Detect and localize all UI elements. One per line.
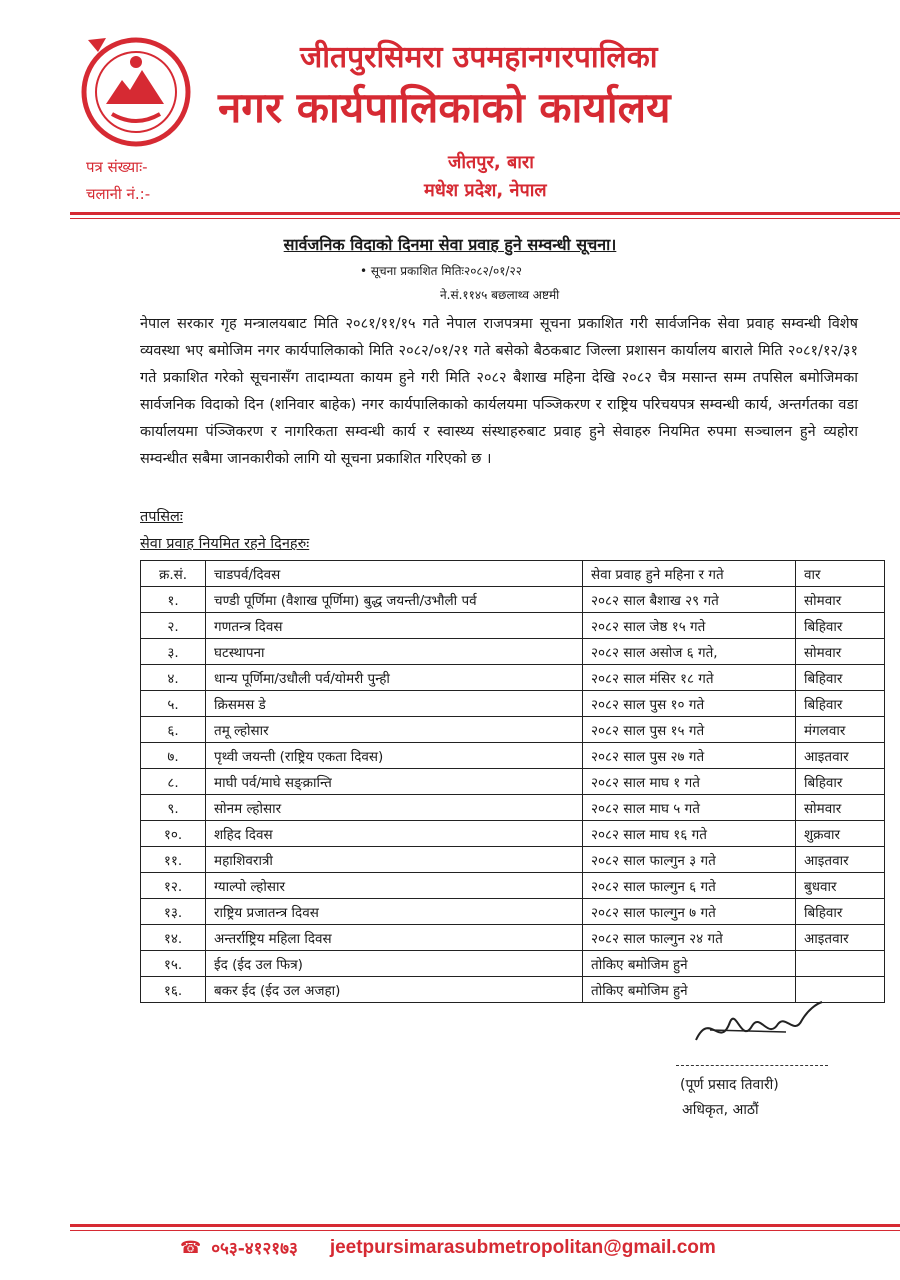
cell-festival: घटस्थापना xyxy=(206,639,583,665)
cell-day: बुधवार xyxy=(796,873,885,899)
table-row xyxy=(141,639,885,665)
holiday-table xyxy=(140,560,885,1003)
cell-day: सोमवार xyxy=(796,795,885,821)
cell-serial: ८. xyxy=(141,769,206,795)
cell-festival: ईद (ईद उल फित्र) xyxy=(206,951,583,977)
municipality-logo xyxy=(78,32,194,150)
phone-number: ०५३-४१२१७३ xyxy=(211,1239,298,1259)
published-date: • सूचना प्रकाशित मितिः२०८२/०१/२२ xyxy=(360,264,522,278)
cell-day: बिहिवार xyxy=(796,665,885,691)
cell-day: आइतवार xyxy=(796,743,885,769)
location-line-1: जीतपुर, बारा xyxy=(448,152,534,173)
cell-day: बिहिवार xyxy=(796,769,885,795)
notice-title: सार्वजनिक विदाको दिनमा सेवा प्रवाह हुने सम्वन्धी सूचना। xyxy=(283,235,617,254)
cell-day xyxy=(796,951,885,977)
cell-date: २०८२ साल फाल्गुन २४ गते xyxy=(583,925,796,951)
cell-date: २०८२ साल बैशाख २९ गते xyxy=(583,587,796,613)
signatory-name: (पूर्ण प्रसाद तिवारी) xyxy=(680,1077,779,1093)
cell-serial: ७. xyxy=(141,743,206,769)
cell-festival: तमू ल्होसार xyxy=(206,717,583,743)
cell-day: बिहिवार xyxy=(796,899,885,925)
table-row xyxy=(141,717,885,743)
cell-festival: शहिद दिवस xyxy=(206,821,583,847)
cell-date: तोकिए बमोजिम हुने xyxy=(583,951,796,977)
cell-day: सोमवार xyxy=(796,639,885,665)
cell-date: तोकिए बमोजिम हुने xyxy=(583,977,796,1003)
cell-day xyxy=(796,977,885,1003)
cell-day: मंगलवार xyxy=(796,717,885,743)
cell-festival: ग्याल्पो ल्होसार xyxy=(206,873,583,899)
table-row xyxy=(141,743,885,769)
table-row xyxy=(141,873,885,899)
cell-festival: पृथ्वी जयन्ती (राष्ट्रिय एकता दिवस) xyxy=(206,743,583,769)
signature-mark xyxy=(690,1000,830,1055)
col-day-header: वार xyxy=(796,561,885,587)
signatory-designation: अधिकृत, आठौं xyxy=(682,1102,759,1118)
cell-day: आइतवार xyxy=(796,925,885,951)
cell-festival: महाशिवरात्री xyxy=(206,847,583,873)
email-address: jeetpursimarasubmetropolitan@gmail.com xyxy=(329,1236,716,1258)
cell-festival: माघी पर्व/माघे सङ्क्रान्ति xyxy=(206,769,583,795)
table-row xyxy=(141,951,885,977)
col-serial-header: क्र.सं. xyxy=(141,561,206,587)
cell-date: २०८२ साल असोज ६ गते, xyxy=(583,639,796,665)
nepal-sambat-date: ने.सं.११४५ बछलाथ्व अष्टमी xyxy=(440,288,560,302)
table-row xyxy=(141,691,885,717)
table-row xyxy=(141,977,885,1003)
municipality-name: जीतपुरसिमरा उपमहानगरपालिका xyxy=(300,40,658,75)
table-row xyxy=(141,769,885,795)
cell-date: २०८२ साल माघ १ गते xyxy=(583,769,796,795)
cell-festival: क्रिसमस डे xyxy=(206,691,583,717)
cell-serial: १४. xyxy=(141,925,206,951)
dispatch-number-label: चलानी नं.:- xyxy=(86,185,151,203)
cell-day: शुक्रवार xyxy=(796,821,885,847)
table-row xyxy=(141,925,885,951)
cell-serial: ५. xyxy=(141,691,206,717)
cell-serial: २. xyxy=(141,613,206,639)
table-header-row xyxy=(141,561,885,587)
notice-body: नेपाल सरकार गृह मन्त्रालयबाट मिति २०८१/११/१५ गते नेपाल राजपत्रमा सूचना प्रकाशित गरी सार्वजनिक सेवा प्रवाह सम्वन्धी विशेष व्यवस्था भए बमोजिम नगर कार्यपालिकाको मिति २०८२/०१/२१ गते बसेको बैठकबाट जिल्ला प्रशासन कार्यालय बाराले मिति २०८१/१२/३१ गते प्रकाशित गरेको सूचनासँग तादाम्यता कायम हुने गरी मिति २०८२ बैशाख महिना देखि २०८२ चैत्र मसान्त सम्म तपसिल बमोजिमका सार्वजनिक विदाको दिन (शनिवार बाहेक) नगर कार्यपालिकाको कार्यलयमा पञ्जिकरण र राष्ट्रिय परिचयपत्र सम्वन्धी कार्य, अन्तर्गतका वडा कार्यालयमा पंञ्जिकरण र नागरिकता सम्वन्धी कार्य र स्वास्थ्य संस्थाहरुबाट प्रवाह हुने सेवाहरु नियमित रुपमा सञ्चालन हुने व्यहोरा सम्वन्धीत सबैमा जानकारीको लागि यो सूचना प्रकाशित गरिएको छ । xyxy=(140,316,858,467)
cell-date: २०८२ साल पुस १५ गते xyxy=(583,717,796,743)
cell-day: बिहिवार xyxy=(796,691,885,717)
footer-contact xyxy=(180,1236,716,1259)
cell-serial: १५. xyxy=(141,951,206,977)
cell-date: २०८२ साल फाल्गुन ७ गते xyxy=(583,899,796,925)
table-row xyxy=(141,795,885,821)
cell-festival: राष्ट्रिय प्रजातन्त्र दिवस xyxy=(206,899,583,925)
cell-serial: ११. xyxy=(141,847,206,873)
header-divider xyxy=(70,212,900,215)
cell-date: २०८२ साल फाल्गुन ६ गते xyxy=(583,873,796,899)
table-row xyxy=(141,821,885,847)
cell-date: २०८२ साल फाल्गुन ३ गते xyxy=(583,847,796,873)
cell-date: २०८२ साल पुस २७ गते xyxy=(583,743,796,769)
footer-divider xyxy=(70,1224,900,1227)
details-label: तपसिलः xyxy=(140,509,183,525)
table-row xyxy=(141,613,885,639)
table-row xyxy=(141,665,885,691)
letter-number-label: पत्र संख्याः- xyxy=(86,158,148,176)
location-line-2: मधेश प्रदेश, नेपाल xyxy=(424,180,547,201)
cell-serial: ३. xyxy=(141,639,206,665)
header-divider-thin xyxy=(70,218,900,219)
cell-date: २०८२ साल जेष्ठ १५ गते xyxy=(583,613,796,639)
table-row xyxy=(141,847,885,873)
cell-day: सोमवार xyxy=(796,587,885,613)
col-festival-header: चाडपर्व/दिवस xyxy=(206,561,583,587)
cell-day: बिहिवार xyxy=(796,613,885,639)
cell-date: २०८२ साल मंसिर १८ गते xyxy=(583,665,796,691)
cell-date: २०८२ साल पुस १० गते xyxy=(583,691,796,717)
office-name: नगर कार्यपालिकाको कार्यालय xyxy=(218,83,671,132)
footer-divider-thin xyxy=(70,1230,900,1231)
cell-serial: ९. xyxy=(141,795,206,821)
phone-icon: ☎ xyxy=(180,1237,202,1258)
cell-date: २०८२ साल माघ ५ गते xyxy=(583,795,796,821)
table-row xyxy=(141,899,885,925)
cell-festival: गणतन्त्र दिवस xyxy=(206,613,583,639)
cell-serial: १६. xyxy=(141,977,206,1003)
cell-festival: बकर ईद (ईद उल अजहा) xyxy=(206,977,583,1003)
cell-festival: अन्तर्राष्ट्रिय महिला दिवस xyxy=(206,925,583,951)
cell-serial: १०. xyxy=(141,821,206,847)
cell-date: २०८२ साल माघ १६ गते xyxy=(583,821,796,847)
col-date-header: सेवा प्रवाह हुने महिना र गते xyxy=(583,561,796,587)
service-days-label: सेवा प्रवाह नियमित रहने दिनहरुः xyxy=(140,536,310,552)
cell-serial: १२. xyxy=(141,873,206,899)
cell-day: आइतवार xyxy=(796,847,885,873)
cell-festival: सोनम ल्होसार xyxy=(206,795,583,821)
cell-festival: धान्य पूर्णिमा/उधौली पर्व/योमरी पुन्ही xyxy=(206,665,583,691)
cell-serial: १. xyxy=(141,587,206,613)
signature-line xyxy=(676,1065,828,1066)
cell-serial: ६. xyxy=(141,717,206,743)
table-row xyxy=(141,587,885,613)
cell-serial: १३. xyxy=(141,899,206,925)
cell-serial: ४. xyxy=(141,665,206,691)
cell-festival: चण्डी पूर्णिमा (वैशाख पूर्णिमा) बुद्ध जयन्ती/उभौली पर्व xyxy=(206,587,583,613)
